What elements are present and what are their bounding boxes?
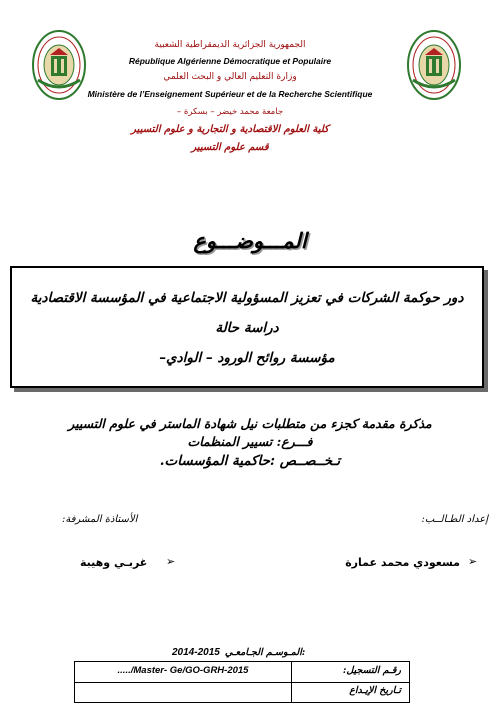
header-ministry-fr: Ministère de l’Enseignement Supérieur et de la Recherche Scientifique xyxy=(87,89,373,99)
header-republic-fr: République Algérienne Démocratique et Populaire xyxy=(128,56,332,66)
thesis-title-box xyxy=(10,266,484,388)
registration-table xyxy=(74,661,410,703)
supervisor-name: غربـي وهيبة xyxy=(80,556,148,569)
university-seal-right-icon xyxy=(405,28,463,102)
registration-number-value: ...../Master- Ge/GO-GRH-2015 xyxy=(117,665,249,676)
academic-year-label: المـوسـم الجـامعـي: xyxy=(224,647,306,658)
registration-number-label: رقـم التسجيل: xyxy=(342,665,401,676)
supervisor-label: الأستاذة المشرفة: xyxy=(62,514,138,525)
student-arrow-icon: ➢ xyxy=(468,555,478,568)
memo-line1: مذكرة مقدمة كجزء من متطلبات نيل شهادة الماستر في علوم التسيير xyxy=(68,416,432,431)
thesis-title-line1: دور حوكمة الشركات في تعزيز المسؤولية الاجتماعية في المؤسسة الاقتصادية xyxy=(30,290,464,306)
header-department-ar: قسم علوم التسيير xyxy=(191,142,269,153)
header-university-ar: جامعة محمد خيضر – بسكرة – xyxy=(176,107,284,117)
academic-year xyxy=(172,640,305,659)
header-republic-ar: الجمهورية الجزائرية الديمقراطية الشعبية xyxy=(154,40,306,50)
memo-branch: فـــرع: تسيير المنظمات xyxy=(187,434,313,449)
memo-specialty: تـخــصــص :حاكمية المؤسسات. xyxy=(159,453,341,469)
student-name: مسعودي محمد عمارة xyxy=(345,556,460,569)
thesis-title-line3: مؤسسة روائح الورود – الوادي– xyxy=(159,350,335,366)
header-faculty-ar: كلية العلوم الاقتصادية و التجارية و علوم التسيير xyxy=(131,124,329,135)
deposit-date-label: تـاريخ الإيـداع xyxy=(349,685,401,696)
student-label: إعداد الطـالــب: xyxy=(421,514,488,525)
academic-year-value: 2014-2015 xyxy=(172,647,220,658)
header-ministry-ar: وزارة التعليم العالي و البحث العلمي xyxy=(163,72,297,82)
thesis-title-line2: دراسة حالة xyxy=(215,320,279,336)
deposit-date-row xyxy=(75,682,409,702)
topic-heading: المـــوضـــوع xyxy=(193,228,307,253)
registration-number-row xyxy=(75,662,409,683)
supervisor-arrow-icon: ➢ xyxy=(166,555,176,568)
